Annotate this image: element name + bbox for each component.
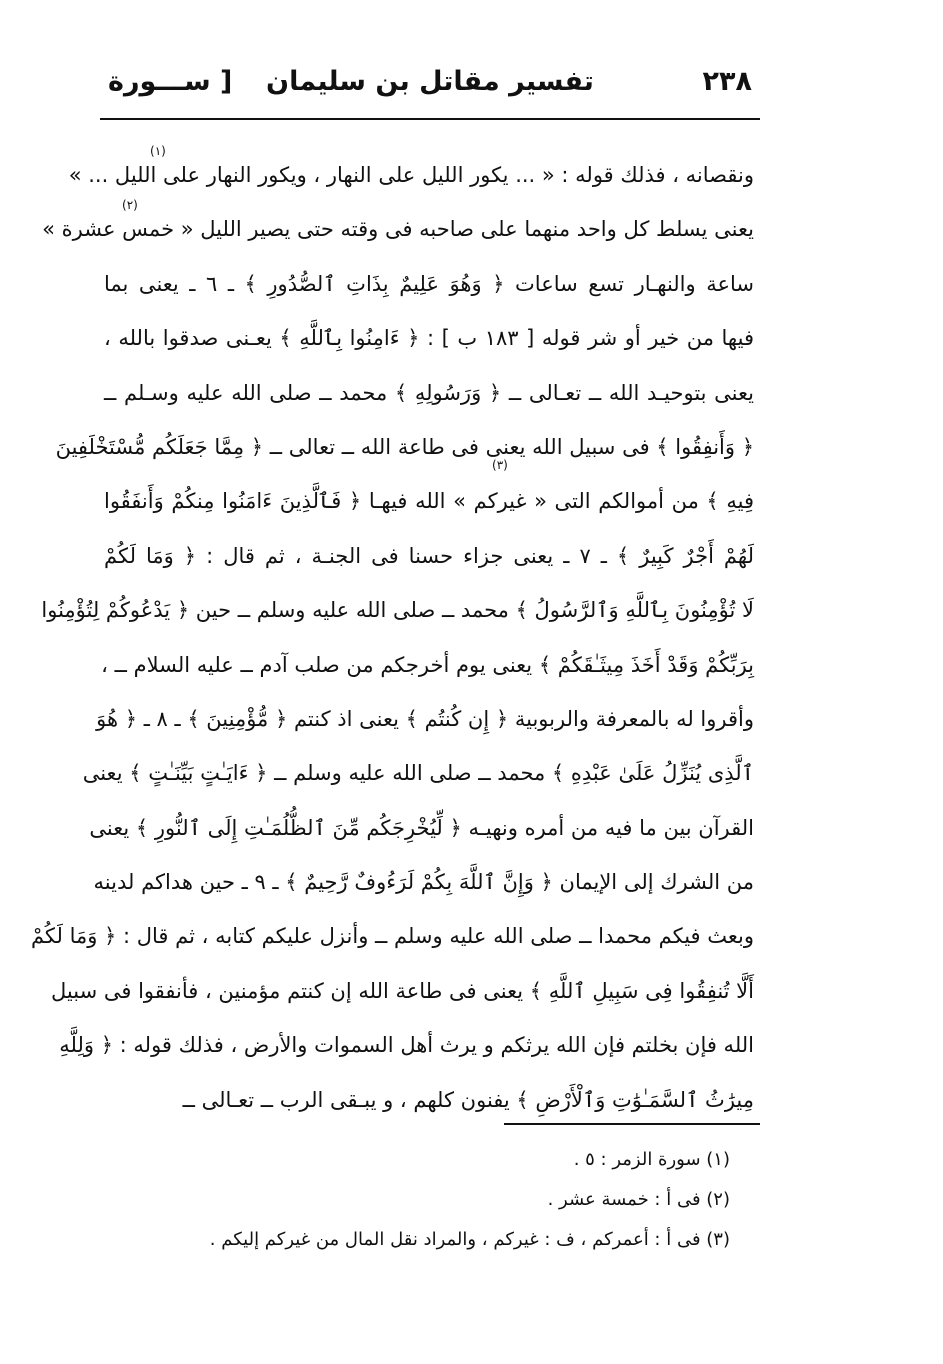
footnote-1: (١) سورة الزمر : ٥ . <box>573 1149 730 1170</box>
text-line: لَهُمْ أَجْرٌ كَبِيرٌ ﴾ ـ ٧ ـ يعنى جزاء حسنا فى الجنـة ، ثم قال : ﴿ وَمَا لَكُمْ <box>104 543 754 568</box>
footnote-ref-2: (٢) <box>122 198 138 212</box>
text-line: ساعة والنهـار تسع ساعات ﴿ وَهُوَ عَلِيمٌ بِذَاتِ ٱلصُّدُورِ ﴾ ـ ٦ ـ يعنى بما <box>104 271 754 296</box>
footnote-ref-3: (٣) <box>492 458 508 472</box>
surah-label: [ ســـورة <box>108 66 233 97</box>
text-line: ﴿ وَأَنفِقُوا ﴾ فى سبيل الله يعنى فى طاعة الله ــ تعالى ــ ﴿ مِمَّا جَعَلَكُم مُّسْتَخْلَفِينَ <box>55 434 754 459</box>
header-divider <box>100 118 760 120</box>
text-line: فيها من خير أو شر قوله [ ١٨٣ ب ] : ﴿ ءَامِنُوا بِٱللَّهِ ﴾ يعـنى صدقوا بالله ، <box>104 326 754 351</box>
text-line: يعنى بتوحيـد الله ــ تعـالى ــ ﴿ وَرَسُولِهِ ﴾ محمد ــ صلى الله عليه وسـلم ــ <box>104 380 754 405</box>
text-line: الله فإن بخلتم فإن الله يرثكم و يرث أهل السموات والأرض ، فذلك قوله : ﴿ وَلِلَّهِ <box>59 1033 754 1058</box>
running-title: تفسير مقاتل بن سليمان <box>266 66 594 97</box>
text-line: فِيهِ ﴾ من أموالكم التى « غيركم » الله فيهـا ﴿ فَٱلَّذِينَ ءَامَنُوا مِنكُمْ وَأَنفَقُوا <box>104 489 754 514</box>
footnote-divider <box>504 1123 760 1125</box>
text-line: ٱلَّذِى يُنَزِّلُ عَلَىٰ عَبْدِهِ ﴾ محمد ــ صلى الله عليه وسلم ــ ﴿ ءَايَـٰتٍ بَيِّنَـٰتٍ ﴾ يعنى <box>82 761 754 786</box>
text-line: يعنى يسلط كل واحد منهما على صاحبه فى وقته حتى يصير الليل « خمس عشرة » <box>42 217 754 242</box>
footnote-ref-1: (١) <box>150 144 166 158</box>
page-header <box>100 62 760 114</box>
text-line: لَا تُؤْمِنُونَ بِٱللَّهِ وَٱلرَّسُولُ ﴾ محمد ــ صلى الله عليه وسلم ــ حين ﴿ يَدْعُوكُمْ لِتُؤْمِنُوا <box>41 598 754 623</box>
footnote-3: (٣) فى أ : أعمركم ، ف : غيركم ، والمراد نقل المال من غيركم إليكم . <box>209 1229 730 1250</box>
page-number: ٢٣٨ <box>702 66 752 97</box>
footnote-2: (٢) فى أ : خمسة عشر . <box>547 1189 730 1210</box>
text-line: من الشرك إلى الإيمان ﴿ وَإِنَّ ٱللَّهَ بِكُمْ لَرَءُوفٌ رَّحِيمٌ ﴾ ـ ٩ ـ حين هداكم لدينه <box>93 870 754 895</box>
text-line: بِرَبِّكُمْ وَقَدْ أَخَذَ مِيثَـٰقَكُمْ ﴾ يعنى يوم أخرجكم من صلب آدم ــ عليه السلام ــ ، <box>101 652 754 677</box>
text-line: وأقروا له بالمعرفة والربوبية ﴿ إِن كُنتُم ﴾ يعنى اذ كنتم ﴿ مُّؤْمِنِينَ ﴾ ـ ٨ ـ ﴿ هُوَ <box>96 706 754 731</box>
footnotes <box>200 1140 730 1260</box>
text-line: أَلَّا تُنفِقُوا فِى سَبِيلِ ٱللَّهِ ﴾ يعنى فى طاعة الله إن كنتم مؤمنين ، فأنفقوا فى سبيل <box>51 978 754 1003</box>
text-line: وبعث فيكم محمدا ــ صلى الله عليه وسلم ــ وأنزل عليكم كتابه ، ثم قال : ﴿ وَمَا لَكُمْ <box>30 924 754 949</box>
text-line: ونقصانه ، فذلك قوله : « ... يكور الليل على النهار ، ويكور النهار على الليل ... » <box>68 163 754 187</box>
text-line: القرآن بين ما فيه من أمره ونهيـه ﴿ لِّيُخْرِجَكُم مِّنَ ٱلظُّلُمَـٰتِ إِلَى ٱلنُّورِ ﴾ يعنى <box>89 815 754 840</box>
text-line: مِيرَٰثُ ٱلسَّمَـٰوَٰتِ وَٱلْأَرْضِ ﴾ يفنون كلهم ، و يبـقى الرب ــ تعـالى ــ <box>182 1087 754 1112</box>
body-text <box>30 148 754 1127</box>
